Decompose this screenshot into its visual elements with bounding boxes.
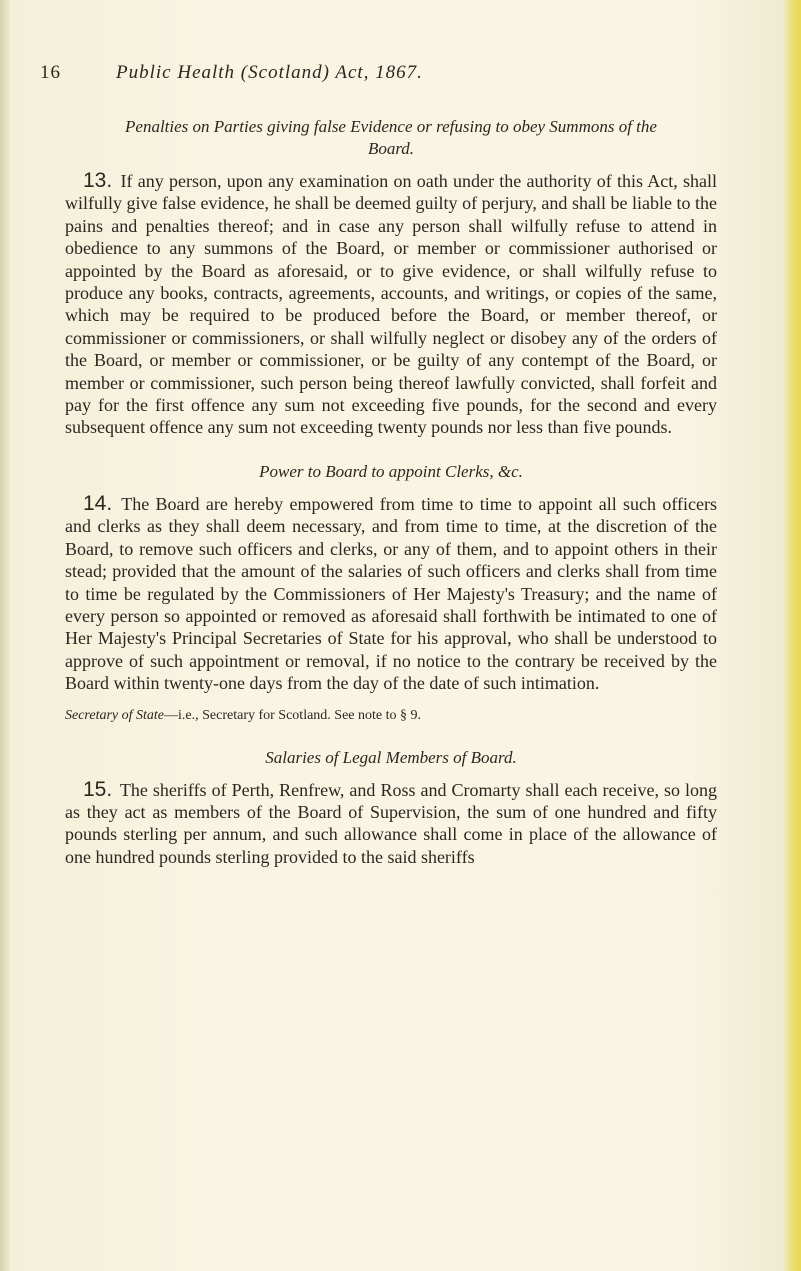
- footnote-term: Secretary of State: [65, 707, 165, 723]
- section-14-number: 14.: [83, 491, 113, 515]
- page-binding-edge: [0, 0, 10, 1271]
- section-15-heading: Salaries of Legal Members of Board.: [265, 747, 517, 767]
- section-13-heading: Penalties on Parties giving false Evidence or refusing to obey Summons of the Board.: [125, 117, 657, 158]
- footnote-text: —i.e., Secretary for Scotland. See note to § 9.: [164, 707, 421, 723]
- page-content: [65, 116, 717, 868]
- section-14-paragraph: [65, 493, 717, 695]
- section-14-text: The Board are hereby empowered from time to time to appoint all such officers and clerks as they shall deem necessary, and from time to time, at the discretion of the Board, to remove such officers and clerks, or any of them, and to appoint others in their stead; provided that the amount of the salaries of such officers and clerks shall from time to time be regulated by the Commissioners of Her Majesty's Treasury; and the name of every person so appointed or removed as aforesaid shall forthwith be intimated to one of Her Majesty's Principal Secretaries of State for his approval, who shall be understood to approve of such appointment or removal, if no notice to the contrary be received by the Board within twenty-one days from the day of the date of such intimation.: [65, 493, 717, 694]
- section-15-paragraph: [65, 779, 717, 869]
- page-header: [40, 62, 740, 86]
- section-15-text: The sheriffs of Perth, Renfrew, and Ross and Cromarty shall each receive, so long as they act as members of the Board of Supervision, the sum of one hundred and fifty pounds sterling per annum, and such allowance shall come in place of the allowance of one hundred pounds sterling provided to the said sheriffs: [65, 779, 717, 867]
- section-13-text: If any person, upon any examination on oath under the authority of this Act, shall wilfully give false evidence, he shall be deemed guilty of perjury, and shall be liable to the pains and penalties thereof; and in case any person shall wilfully refuse to attend in obedience to any summons of the Board, or member or commissioner authorised or appointed by the Board as aforesaid, or to give evidence, or shall wilfully refuse to produce any books, contracts, agreements, accounts, and writings, or copies of the same, which may be required to be produced before the Board, or member thereof, or commissioner or commissioners, or shall wilfully neglect or disobey any of the orders of the Board, or member or commissioner, or be guilty of any contempt of the Board, or member or commissioner, such person being thereof lawfully convicted, shall forfeit and pay for the first offence any sum not exceeding five pounds, for the second and every subsequent offence any sum not exceeding twenty pounds nor less than five pounds.: [65, 171, 717, 438]
- section-13-paragraph: [65, 170, 717, 439]
- page-right-edge: [783, 0, 801, 1271]
- section-14-footnote: [65, 707, 717, 725]
- section-15-number: 15.: [83, 777, 113, 801]
- section-14-heading: Power to Board to appoint Clerks, &c.: [259, 461, 523, 481]
- page-number: 16: [40, 62, 61, 83]
- running-head: Public Health (Scotland) Act, 1867.: [116, 62, 423, 83]
- section-13-number: 13.: [83, 169, 113, 192]
